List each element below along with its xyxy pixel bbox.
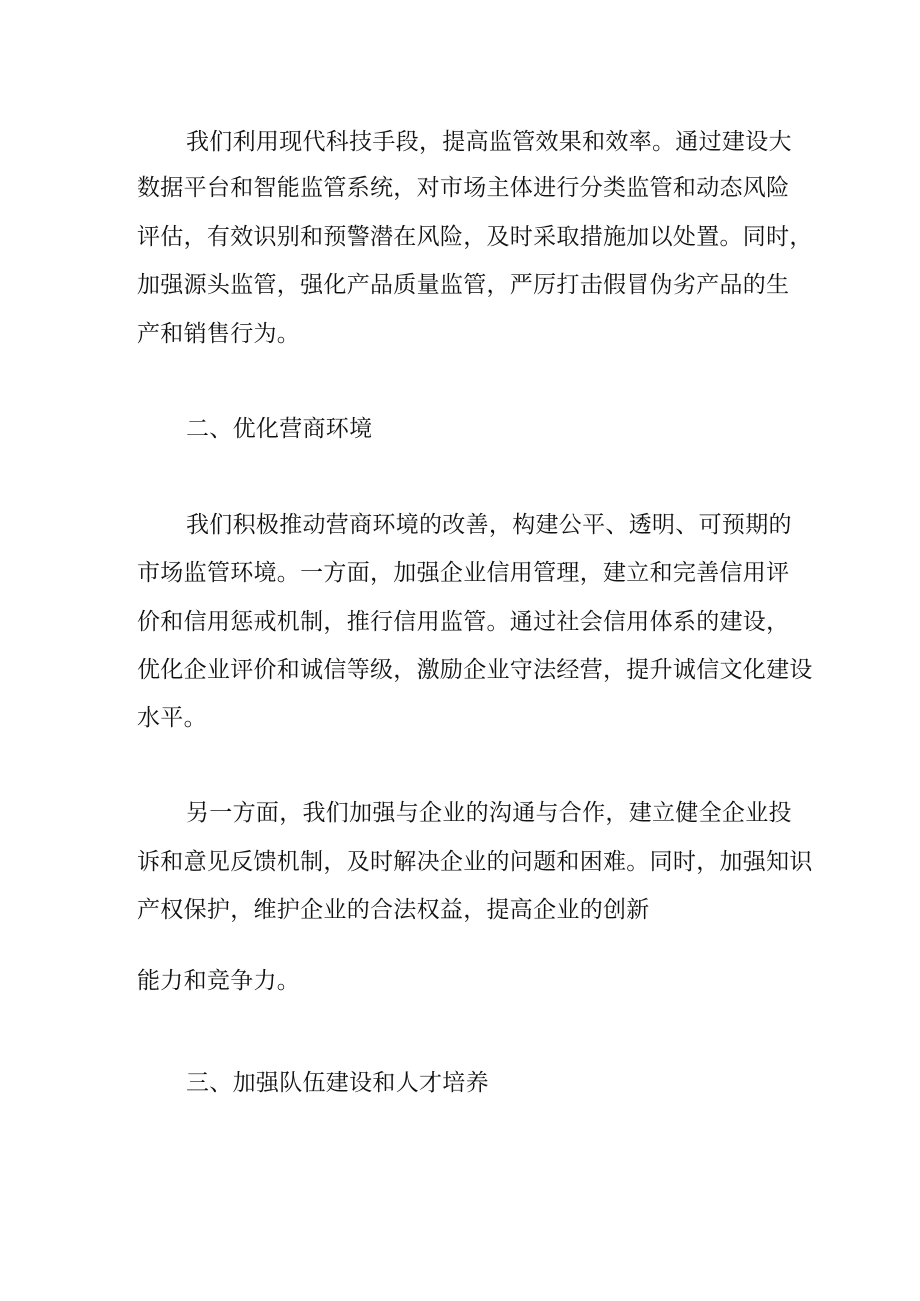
paragraph-line: 数据平台和智能监管系统，对市场主体进行分类监管和动态风险: [137, 175, 790, 201]
paragraph-line: 产和销售行为。: [137, 321, 301, 347]
paragraph-line: 另一方面，我们加强与企业的沟通与合作，建立健全企业投: [186, 800, 792, 826]
paragraph-line: 产权保护，维护企业的合法权益，提高企业的创新: [137, 897, 650, 923]
paragraph-line: 市场监管环境。一方面，加强企业信用管理，建立和完善信用评: [137, 560, 790, 586]
paragraph-line: 我们积极推动营商环境的改善，构建公平、透明、可预期的: [186, 512, 792, 538]
paragraph-line: 水平。: [137, 705, 207, 731]
paragraph-line: 能力和竞争力。: [137, 968, 301, 994]
section-heading: 三、加强队伍建设和人才培养: [186, 1070, 489, 1096]
paragraph-line: 优化企业评价和诚信等级，激励企业守法经营，提升诚信文化建设: [137, 657, 813, 683]
paragraph-line: 我们利用现代科技手段，提高监管效果和效率。通过建设大: [186, 129, 792, 155]
paragraph-line: 价和信用惩戒机制，推行信用监管。通过社会信用体系的建设，: [137, 609, 790, 635]
paragraph-line: 诉和意见反馈机制，及时解决企业的问题和困难。同时，加强知识: [137, 849, 813, 875]
section-heading: 二、优化营商环境: [186, 416, 373, 442]
paragraph-line: 评估，有效识别和预警潜在风险，及时采取措施加以处置。同时，: [137, 224, 813, 250]
paragraph-line: 加强源头监管，强化产品质量监管，严厉打击假冒伪劣产品的生: [137, 272, 790, 298]
